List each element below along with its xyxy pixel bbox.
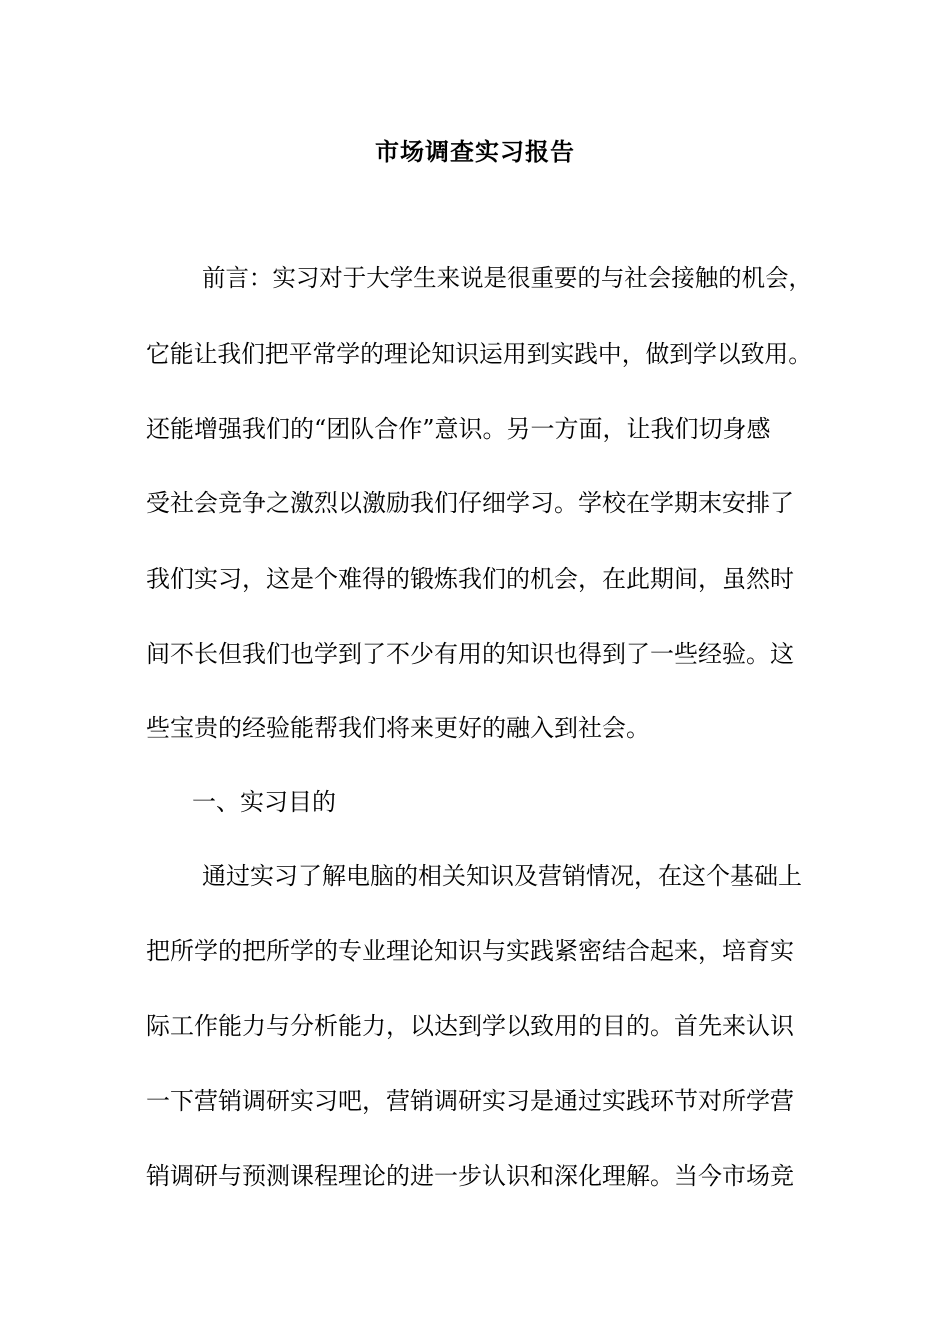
section-line-4: 一下营销调研实习吧，营销调研实习是通过实践环节对所学营 [146,1087,794,1115]
section-heading: 一、实习目的 [192,788,336,816]
section-line-3: 际工作能力与分析能力，以达到学以致用的目的。首先来认识 [146,1012,794,1040]
preface-line-6: 间不长但我们也学到了不少有用的知识也得到了一些经验。这 [146,640,794,668]
preface-line-4: 受社会竞争之激烈以激励我们仔细学习。学校在学期末安排了 [146,489,794,517]
preface-line-2: 它能让我们把平常学的理论知识运用到实践中，做到学以致用。 [146,340,812,368]
section-line-2: 把所学的把所学的专业理论知识与实践紧密结合起来，培育实 [146,937,794,965]
section-line-5: 销调研与预测课程理论的进一步认识和深化理解。当今市场竞 [146,1162,794,1190]
preface-line-7: 些宝贵的经验能帮我们将来更好的融入到社会。 [146,714,650,742]
preface-line-1: 前言：实习对于大学生来说是很重要的与社会接触的机会， [202,264,812,292]
preface-line-3: 还能增强我们的“团队合作”意识。另一方面，让我们切身感 [146,415,771,443]
section-line-1: 通过实习了解电脑的相关知识及营销情况，在这个基础上 [202,862,802,890]
preface-line-5: 我们实习，这是个难得的锻炼我们的机会，在此期间，虽然时 [146,565,794,593]
document-title: 市场调查实习报告 [375,137,575,166]
